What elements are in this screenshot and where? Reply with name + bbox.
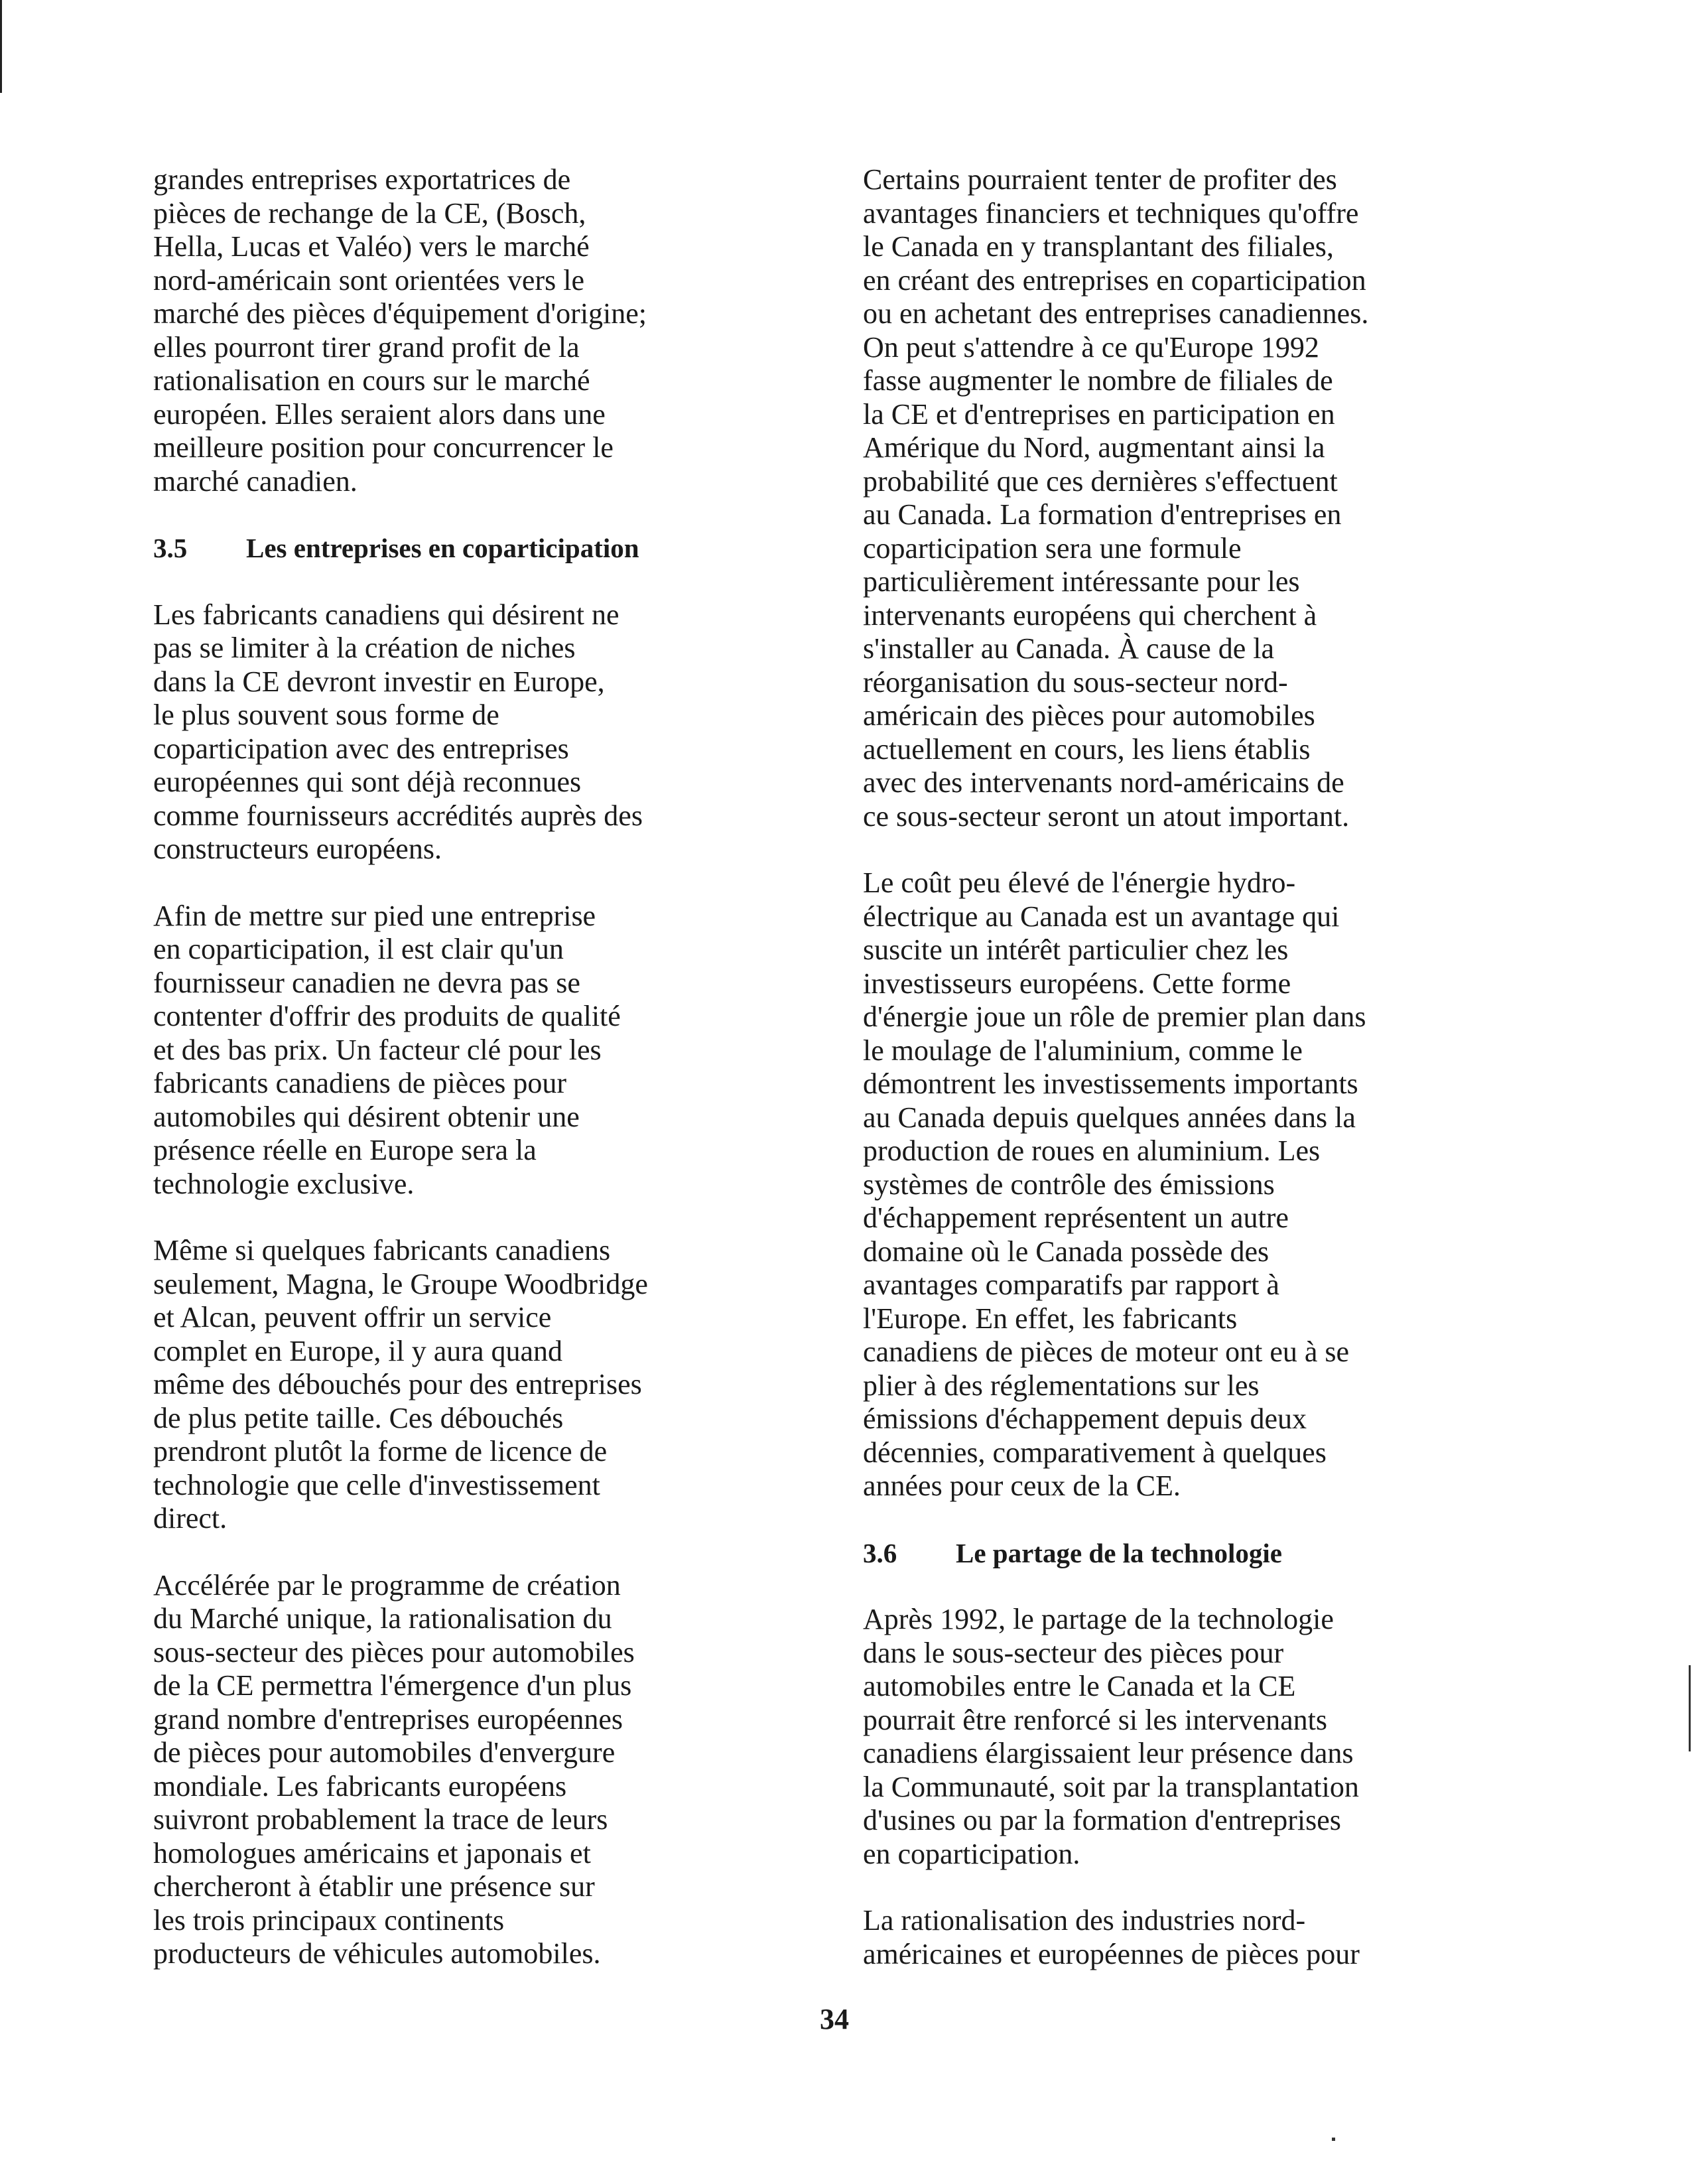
text-line: présence réelle en Europe sera la bbox=[153, 1134, 537, 1166]
text-line: Certains pourraient tenter de profiter des bbox=[863, 163, 1337, 196]
text-line: Le coût peu élevé de l'énergie hydro- bbox=[863, 866, 1296, 899]
text-line: chercheront à établir une présence sur bbox=[153, 1870, 595, 1903]
text-line: grand nombre d'entreprises européennes bbox=[153, 1702, 623, 1736]
paragraph bbox=[153, 1569, 816, 1971]
text-line: Hella, Lucas et Valéo) vers le marché bbox=[153, 230, 590, 263]
text-line: La rationalisation des industries nord- bbox=[863, 1904, 1306, 1937]
paragraph bbox=[153, 900, 816, 1201]
text-line: Même si quelques fabricants canadiens bbox=[153, 1234, 611, 1266]
text-line: probabilité que ces dernières s'effectuent bbox=[863, 464, 1338, 498]
section-title: Les entreprises en coparticipation bbox=[246, 533, 639, 563]
text-line: Les fabricants canadiens qui désirent ne bbox=[153, 598, 619, 631]
text-line: fasse augmenter le nombre de filiales de bbox=[863, 364, 1333, 397]
text-line: Afin de mettre sur pied une entreprise bbox=[153, 899, 596, 932]
text-line: coparticipation sera une formule bbox=[863, 531, 1242, 565]
text-line: et des bas prix. Un facteur clé pour les bbox=[153, 1033, 602, 1066]
text-line: en coparticipation. bbox=[863, 1837, 1080, 1870]
text-line: européennes qui sont déjà reconnues bbox=[153, 766, 582, 798]
text-line: s'installer au Canada. À cause de la bbox=[863, 632, 1275, 665]
scan-edge-mark bbox=[0, 0, 2, 93]
text-line: technologie que celle d'investissement bbox=[153, 1468, 600, 1501]
text-line: émissions d'échappement depuis deux bbox=[863, 1402, 1307, 1435]
paragraph bbox=[153, 163, 816, 498]
text-line: ce sous-secteur seront un atout important. bbox=[863, 799, 1350, 833]
text-line: plier à des réglementations sur les bbox=[863, 1369, 1260, 1402]
text-line: européen. Elles seraient alors dans une bbox=[153, 397, 606, 431]
text-line: au Canada depuis quelques années dans la bbox=[863, 1101, 1356, 1134]
text-line: meilleure position pour concurrencer le bbox=[153, 431, 614, 464]
text-line: investisseurs européens. Cette forme bbox=[863, 967, 1291, 1000]
section-heading-3-6 bbox=[863, 1536, 1526, 1570]
text-line: grandes entreprises exportatrices de bbox=[153, 163, 571, 196]
text-line: contenter d'offrir des produits de qualité bbox=[153, 1000, 621, 1032]
text-line: Accélérée par le programme de création bbox=[153, 1568, 621, 1602]
text-line: de plus petite taille. Ces débouchés bbox=[153, 1401, 564, 1434]
paragraph bbox=[863, 866, 1526, 1503]
text-line: américaines et européennes de pièces pour bbox=[863, 1937, 1360, 1970]
section-heading-3-5 bbox=[153, 531, 816, 565]
text-line: coparticipation avec des entreprises bbox=[153, 732, 569, 765]
text-line: pas se limiter à la création de niches bbox=[153, 632, 576, 664]
text-line: canadiens de pièces de moteur ont eu à se bbox=[863, 1335, 1350, 1368]
text-line: années pour ceux de la CE. bbox=[863, 1469, 1181, 1502]
text-line: complet en Europe, il y aura quand bbox=[153, 1334, 563, 1367]
text-line: avantages financiers et techniques qu'offre bbox=[863, 196, 1359, 230]
text-line: prendront plutôt la forme de licence de bbox=[153, 1435, 608, 1467]
paragraph bbox=[153, 1234, 816, 1536]
left-column bbox=[153, 163, 816, 2004]
text-line: domaine où le Canada possède des bbox=[863, 1235, 1270, 1268]
text-line: canadiens élargissaient leur présence dans bbox=[863, 1737, 1354, 1769]
text-line: comme fournisseurs accrédités auprès des bbox=[153, 799, 643, 832]
text-line: dans la CE devront investir en Europe, bbox=[153, 665, 605, 698]
right-column bbox=[863, 163, 1526, 2004]
text-line: décennies, comparativement à quelques bbox=[863, 1436, 1327, 1469]
text-line: Amérique du Nord, augmentant ainsi la bbox=[863, 431, 1325, 464]
text-line: en créant des entreprises en coparticipation bbox=[863, 263, 1366, 297]
text-line: ou en achetant des entreprises canadiennes. bbox=[863, 297, 1369, 330]
text-line: intervenants européens qui cherchent à bbox=[863, 598, 1317, 632]
text-line: producteurs de véhicules automobiles. bbox=[153, 1937, 601, 1970]
text-line: suivront probablement la trace de leurs bbox=[153, 1803, 608, 1836]
text-line: réorganisation du sous-secteur nord- bbox=[863, 665, 1288, 699]
text-line: l'Europe. En effet, les fabricants bbox=[863, 1302, 1238, 1335]
section-number: 3.5 bbox=[153, 533, 188, 563]
section-title: Le partage de la technologie bbox=[956, 1537, 1282, 1568]
text-line: pourrait être renforcé si les intervenants bbox=[863, 1703, 1328, 1736]
text-line: la CE et d'entreprises en participation en bbox=[863, 397, 1335, 431]
text-line: de pièces pour automobiles d'envergure bbox=[153, 1736, 616, 1769]
text-line: même des débouchés pour des entreprises bbox=[153, 1368, 642, 1400]
text-line: On peut s'attendre à ce qu'Europe 1992 bbox=[863, 330, 1319, 364]
text-line: en coparticipation, il est clair qu'un bbox=[153, 933, 564, 965]
text-line: d'usines ou par la formation d'entreprises bbox=[863, 1804, 1341, 1836]
text-line: production de roues en aluminium. Les bbox=[863, 1134, 1321, 1167]
scan-speck bbox=[1689, 1665, 1691, 1751]
text-line: américain des pièces pour automobiles bbox=[863, 699, 1315, 732]
paragraph bbox=[863, 1904, 1526, 1971]
text-line: constructeurs européens. bbox=[153, 833, 442, 865]
scan-speck bbox=[1332, 2138, 1335, 2141]
text-line: démontrent les investissements importants bbox=[863, 1067, 1358, 1100]
text-line: dans le sous-secteur des pièces pour bbox=[863, 1636, 1284, 1669]
text-line: rationalisation en cours sur le marché bbox=[153, 364, 590, 397]
text-line: et Alcan, peuvent offrir un service bbox=[153, 1301, 552, 1333]
text-line: particulièrement intéressante pour les bbox=[863, 565, 1300, 598]
text-line: actuellement en cours, les liens établis bbox=[863, 732, 1311, 766]
text-line: de la CE permettra l'émergence d'un plus bbox=[153, 1669, 632, 1702]
text-line: seulement, Magna, le Groupe Woodbridge bbox=[153, 1267, 648, 1300]
text-line: d'échappement représentent un autre bbox=[863, 1201, 1289, 1234]
text-line: la Communauté, soit par la transplantation bbox=[863, 1770, 1359, 1803]
text-line: le moulage de l'aluminium, comme le bbox=[863, 1034, 1303, 1067]
text-line: Après 1992, le partage de la technologie bbox=[863, 1603, 1334, 1635]
section-number: 3.6 bbox=[863, 1537, 897, 1568]
text-line: elles pourront tirer grand profit de la bbox=[153, 330, 580, 364]
text-line: le Canada en y transplantant des filiales, bbox=[863, 230, 1334, 263]
paragraph bbox=[153, 598, 816, 866]
text-line: fournisseur canadien ne devra pas se bbox=[153, 966, 580, 999]
text-line: au Canada. La formation d'entreprises en bbox=[863, 498, 1342, 531]
paragraph bbox=[863, 163, 1526, 833]
text-line: pièces de rechange de la CE, (Bosch, bbox=[153, 196, 586, 230]
text-line: marché des pièces d'équipement d'origine; bbox=[153, 297, 647, 330]
text-line: automobiles qui désirent obtenir une bbox=[153, 1100, 580, 1133]
text-line: fabricants canadiens de pièces pour bbox=[153, 1067, 567, 1099]
text-line: automobiles entre le Canada et la CE bbox=[863, 1670, 1296, 1702]
text-line: sous-secteur des pièces pour automobiles bbox=[153, 1635, 635, 1669]
text-line: technologie exclusive. bbox=[153, 1167, 415, 1200]
text-line: les trois principaux continents bbox=[153, 1903, 505, 1937]
text-line: homologues américains et japonais et bbox=[153, 1836, 591, 1870]
text-line: mondiale. Les fabricants européens bbox=[153, 1769, 567, 1803]
page-number: 34 bbox=[820, 2003, 849, 2035]
text-line: du Marché unique, la rationalisation du bbox=[153, 1602, 612, 1635]
text-line: avec des intervenants nord-américains de bbox=[863, 766, 1344, 799]
text-line: suscite un intérêt particulier chez les bbox=[863, 933, 1289, 966]
text-line: avantages comparatifs par rapport à bbox=[863, 1268, 1279, 1301]
text-line: nord-américain sont orientées vers le bbox=[153, 263, 584, 297]
text-line: marché canadien. bbox=[153, 464, 358, 498]
text-line: le plus souvent sous forme de bbox=[153, 699, 499, 731]
text-line: électrique au Canada est un avantage qui bbox=[863, 900, 1340, 933]
text-line: systèmes de contrôle des émissions bbox=[863, 1168, 1275, 1201]
text-line: d'énergie joue un rôle de premier plan dans bbox=[863, 1000, 1366, 1033]
text-line: direct. bbox=[153, 1502, 228, 1535]
paragraph bbox=[863, 1603, 1526, 1871]
